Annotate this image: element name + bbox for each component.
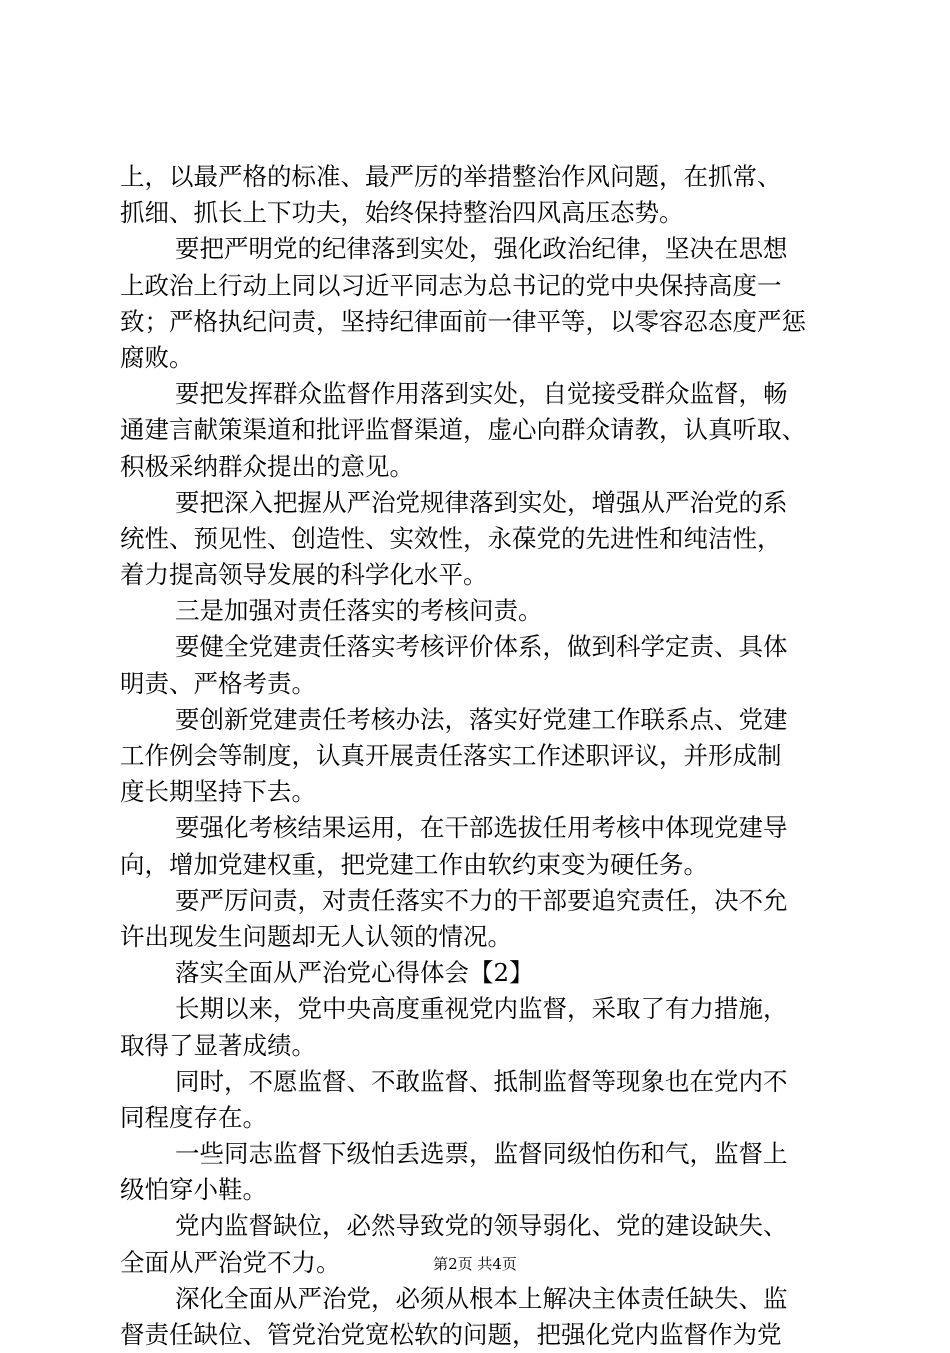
paragraph-start-line: 要把发挥群众监督作用落到实处，自觉接受群众监督，畅 xyxy=(175,379,788,409)
text-line: 上，以最严格的标准、最严厉的举措整治作风问题，在抓常、 xyxy=(120,162,782,191)
text-line: 督责任缺位、管党治党宽松软的问题，把强化党内监督作为党 xyxy=(120,1320,782,1349)
paragraph-start-line: 要把严明党的纪律落到实处，强化政治纪律，坚决在思想 xyxy=(175,234,788,264)
paragraph-start-line: 要创新党建责任考核办法，落实好党建工作联系点、党建 xyxy=(175,704,788,734)
paragraph-start-line: 同时，不愿监督、不敢监督、抵制监督等现象也在党内不 xyxy=(175,1066,788,1096)
text-line: 全面从严治党不力。 xyxy=(120,1247,341,1277)
document-body xyxy=(120,159,840,1353)
section-heading-line: 三是加强对责任落实的考核问责。 xyxy=(175,596,543,626)
text-line: 取得了显著成绩。 xyxy=(120,1030,316,1060)
paragraph-start-line: 长期以来，党中央高度重视党内监督，采取了有力措施， xyxy=(175,994,788,1024)
paragraph-start-line: 党内监督缺位，必然导致党的领导弱化、党的建设缺失、 xyxy=(175,1211,788,1241)
paragraph-start-line: 要严厉问责，对责任落实不力的干部要追究责任，决不允 xyxy=(175,885,788,915)
text-line: 着力提高领导发展的科学化水平。 xyxy=(120,560,488,590)
text-line: 抓细、抓长上下功夫，始终保持整治四风高压态势。 xyxy=(120,198,684,228)
text-line: 致；严格执纪问责，坚持纪律面前一律平等，以零容忍态度严惩 xyxy=(120,306,806,336)
paragraph-start-line: 要强化考核结果运用，在干部选拔任用考核中体现党建导 xyxy=(175,813,788,843)
text-line: 同程度存在。 xyxy=(120,1102,267,1132)
paragraph-start-line: 要把深入把握从严治党规律落到实处，增强从严治党的系 xyxy=(175,487,788,517)
paragraph-start-line: 要健全党建责任落实考核评价体系，做到科学定责、具体 xyxy=(175,632,788,662)
text-line: 统性、预见性、创造性、实效性，永葆党的先进性和纯洁性， xyxy=(120,523,782,553)
paragraph-start-line: 一些同志监督下级怕丢选票，监督同级怕伤和气，监督上 xyxy=(175,1139,788,1169)
text-line: 明责、严格考责。 xyxy=(120,668,316,698)
text-line: 度长期坚持下去。 xyxy=(120,777,316,807)
text-line: 工作例会等制度，认真开展责任落实工作述职评议，并形成制 xyxy=(120,741,782,770)
text-line: 通建言献策渠道和批评监督渠道，虚心向群众请教，认真听取、 xyxy=(120,415,806,445)
page-number-label: 第2页 共4页 xyxy=(433,1255,517,1273)
text-line: 腐败。 xyxy=(120,342,194,372)
text-line: 许出现发生问题却无人认领的情况。 xyxy=(120,921,512,951)
text-line: 上政治上行动上同以习近平同志为总书记的党中央保持高度一 xyxy=(120,270,782,300)
text-line: 向，增加党建权重，把党建工作由软约束变为硬任务。 xyxy=(120,849,708,879)
text-line: 级怕穿小鞋。 xyxy=(120,1175,267,1205)
page-footer xyxy=(0,1254,950,1274)
article-title-line: 落实全面从严治党心得体会【2】 xyxy=(175,958,534,988)
paragraph-start-line: 深化全面从严治党，必须从根本上解决主体责任缺失、监 xyxy=(175,1283,788,1313)
text-line: 积极采纳群众提出的意见。 xyxy=(120,451,414,481)
